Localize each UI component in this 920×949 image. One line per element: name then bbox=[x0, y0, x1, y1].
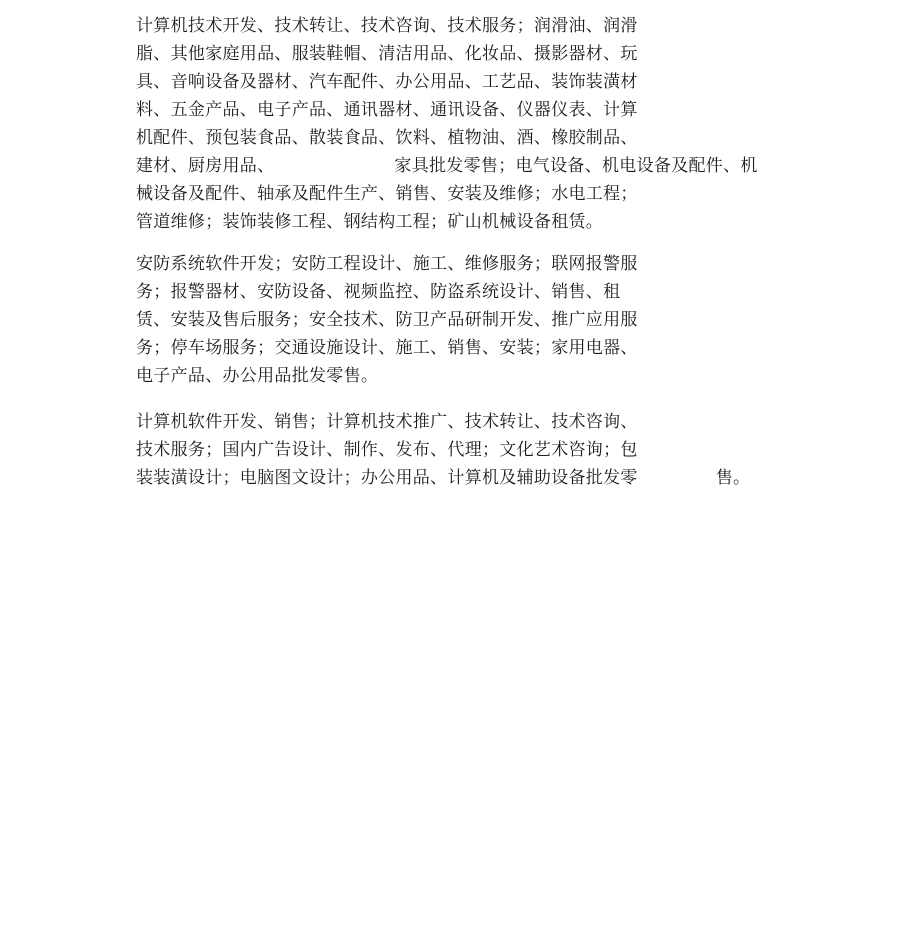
text-line bbox=[136, 464, 750, 492]
text-line: 械设备及配件、轴承及配件生产、销售、安装及维修；水电工程； bbox=[136, 184, 638, 204]
text-segment: 建材、厨房用品、 bbox=[136, 156, 275, 176]
text-line: 务；报警器材、安防设备、视频监控、防盗系统设计、销售、租 bbox=[136, 282, 621, 302]
text-line: 电子产品、办公用品批发零售。 bbox=[136, 366, 379, 386]
business-scope-paragraph-1 bbox=[136, 12, 758, 236]
text-segment: 售。 bbox=[715, 468, 751, 488]
text-line: 脂、其他家庭用品、服装鞋帽、清洁用品、化妆品、摄影器材、玩 bbox=[136, 44, 638, 64]
text-line: 计算机技术开发、技术转让、技术咨询、技术服务；润滑油、润滑 bbox=[136, 16, 638, 36]
text-segment: 家具批发零售；电气设备、机电设备及配件、机 bbox=[394, 156, 758, 176]
text-segment: 装装潢设计；电脑图文设计；办公用品、计算机及辅助设备批发零 bbox=[136, 468, 638, 488]
business-scope-paragraph-3 bbox=[136, 408, 750, 492]
text-line: 安防系统软件开发；安防工程设计、施工、维修服务；联网报警服 bbox=[136, 254, 638, 274]
text-line: 计算机软件开发、销售；计算机技术推广、技术转让、技术咨询、 bbox=[136, 412, 638, 432]
text-line: 务；停车场服务；交通设施设计、施工、销售、安装；家用电器、 bbox=[136, 338, 638, 358]
text-line: 机配件、预包装食品、散装食品、饮料、植物油、酒、橡胶制品、 bbox=[136, 128, 638, 148]
text-line: 料、五金产品、电子产品、通讯器材、通讯设备、仪器仪表、计算 bbox=[136, 100, 638, 120]
text-line bbox=[136, 152, 758, 180]
business-scope-paragraph-2 bbox=[136, 250, 638, 390]
text-line: 赁、安装及售后服务；安全技术、防卫产品研制开发、推广应用服 bbox=[136, 310, 638, 330]
text-line: 技术服务；国内广告设计、制作、发布、代理；文化艺术咨询；包 bbox=[136, 440, 638, 460]
text-line: 管道维修；装饰装修工程、钢结构工程；矿山机械设备租赁。 bbox=[136, 212, 604, 232]
text-line: 具、音响设备及器材、汽车配件、办公用品、工艺品、装饰装潢材 bbox=[136, 72, 638, 92]
